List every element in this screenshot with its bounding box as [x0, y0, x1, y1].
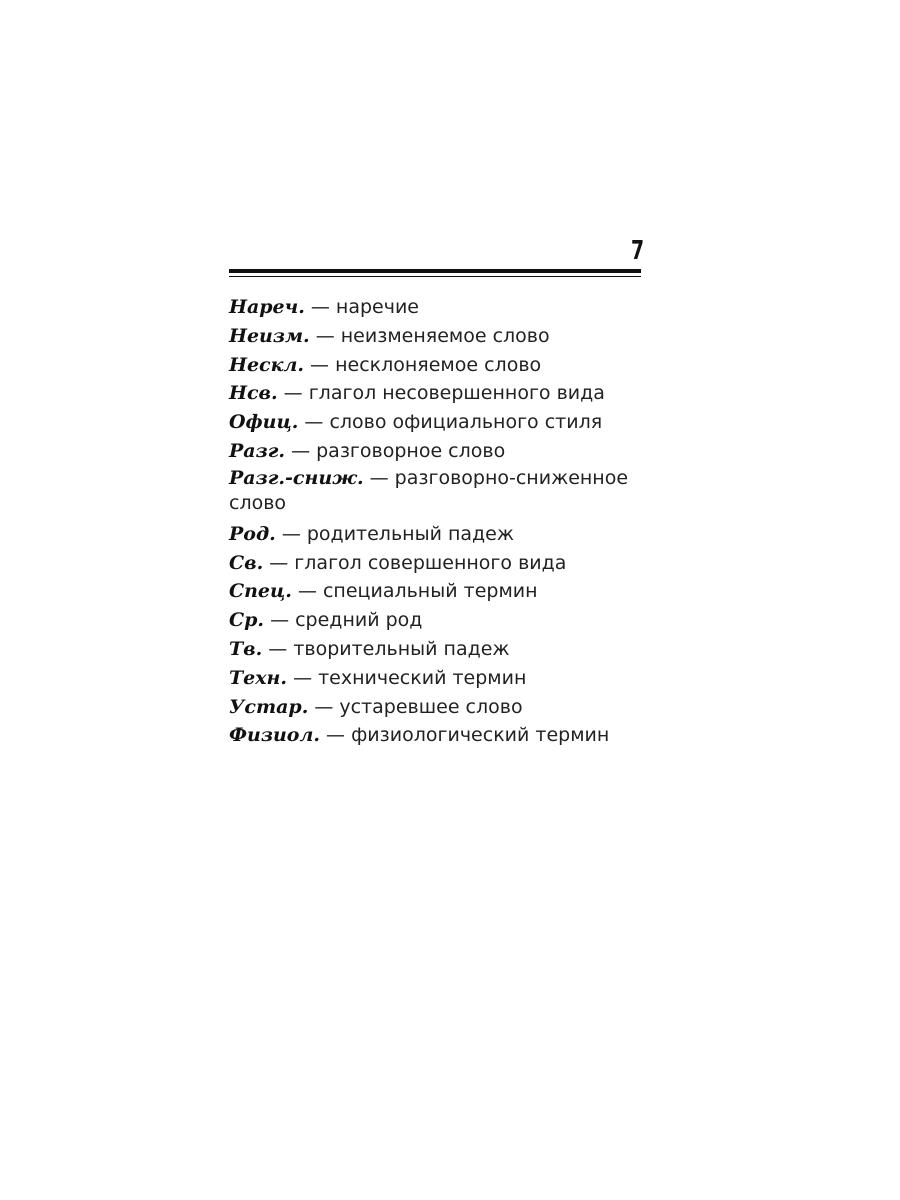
abbreviation-term: Нсв. — [229, 382, 278, 405]
abbreviation-definition: — устаревшее слово — [308, 695, 523, 718]
abbreviation-term: Техн. — [229, 666, 288, 689]
abbreviation-definition: — физиологический термин — [319, 724, 610, 747]
abbreviation-definition: — специальный термин — [291, 580, 538, 603]
abbreviation-term: Нескл. — [229, 353, 304, 376]
abbreviation-entry — [229, 606, 629, 635]
abbreviation-list — [229, 293, 629, 750]
page-number: 7 — [630, 236, 644, 266]
abbreviation-entry — [229, 437, 629, 466]
abbreviation-definition: — несклоняемое слово — [304, 353, 542, 376]
abbreviation-entry — [229, 721, 629, 750]
abbreviation-term: Неизм. — [229, 324, 310, 347]
abbreviation-definition: — глагол несовершенного вида — [277, 382, 605, 405]
abbreviation-definition: — глагол совершенного вида — [263, 551, 567, 574]
abbreviation-entry — [229, 408, 629, 437]
abbreviation-definition: — разговорное слово — [285, 439, 506, 462]
abbreviation-entry — [229, 635, 629, 664]
abbreviation-entry — [229, 520, 629, 549]
abbreviation-term: Св. — [229, 551, 264, 574]
abbreviation-definition: — средний род — [264, 609, 423, 632]
abbreviation-entry — [229, 577, 629, 606]
abbreviation-definition: — наречие — [304, 296, 420, 318]
abbreviation-entry — [229, 322, 629, 351]
abbreviation-entry — [229, 293, 629, 322]
abbreviation-term: Тв. — [229, 637, 263, 660]
abbreviation-term: Спец. — [229, 580, 292, 603]
header-rule-thick — [229, 269, 641, 273]
abbreviation-term: Устар. — [229, 695, 309, 718]
abbreviation-term: Род. — [229, 522, 276, 545]
abbreviation-entry — [229, 351, 629, 380]
abbreviation-term: Разг.-сниж. — [229, 466, 364, 489]
abbreviation-term: Физиол. — [229, 724, 320, 747]
abbreviation-definition: — родительный падеж — [275, 522, 514, 545]
abbreviation-term: Ср. — [229, 609, 265, 632]
abbreviation-term: Офиц. — [229, 411, 299, 434]
header-rule-thin — [229, 276, 641, 277]
abbreviation-definition: — творительный падеж — [262, 637, 510, 660]
abbreviation-entry — [229, 466, 629, 516]
abbreviation-entry — [229, 549, 629, 578]
abbreviation-definition: — слово официального стиля — [298, 411, 603, 434]
abbreviation-definition: — технический термин — [287, 666, 527, 689]
abbreviation-entry — [229, 664, 629, 693]
abbreviation-definition: — неизменяемое слово — [309, 324, 550, 347]
abbreviation-entry — [229, 379, 629, 408]
abbreviation-entry — [229, 693, 629, 722]
abbreviation-term: Разг. — [229, 439, 286, 462]
abbreviation-definition: — разговорно-сниженное слово — [229, 466, 629, 514]
abbreviation-term: Нареч. — [229, 296, 305, 318]
